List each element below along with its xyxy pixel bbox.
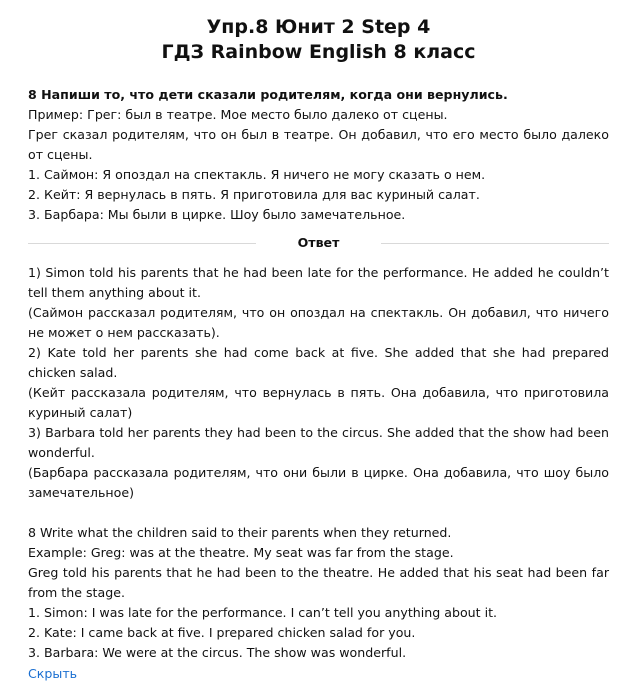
- hide-answer-link[interactable]: Скрыть: [28, 666, 78, 681]
- page-title-line-2: ГДЗ Rainbow English 8 класс: [161, 41, 476, 63]
- answer-paragraph-1: 1) Simon told his parents that he had been late for the performance. He added he couldn’t tell them anything about it.: [28, 265, 609, 300]
- answer-divider: [28, 233, 609, 253]
- divider-line-right: [381, 243, 609, 244]
- answer-paragraph-2: (Саймон рассказал родителям, что он опоздал на спектакль. Он добавил, что ничего не может о нем рассказать).: [28, 305, 609, 340]
- english-item-2: 2. Kate: I came back at five. I prepared chicken salad for you.: [28, 625, 416, 640]
- english-item-1: 1. Simon: I was late for the performance. I can’t tell you anything about it.: [28, 605, 498, 620]
- answer-paragraph-3: 2) Kate told her parents she had come back at five. She added that she had prepared chicken salad.: [28, 345, 609, 380]
- task-heading: 8 Напиши то, что дети сказали родителям, когда они вернулись.: [28, 87, 508, 102]
- answer-label: Ответ: [297, 235, 340, 250]
- english-example-report: Greg told his parents that he had been to the theatre. He added that his seat had been far from the stage.: [28, 565, 609, 600]
- task-item-2: 2. Кейт: Я вернулась в пять. Я приготовила для вас куриный салат.: [28, 187, 480, 202]
- answer-block: [28, 263, 609, 503]
- answer-paragraph-5: 3) Barbara told her parents they had been to the circus. She added that the show had been wonderful.: [28, 425, 609, 460]
- english-item-3: 3. Barbara: We were at the circus. The show was wonderful.: [28, 645, 407, 660]
- task-english: [28, 523, 609, 663]
- page-title-line-1: Упр.8 Юнит 2 Step 4: [206, 16, 431, 38]
- answer-paragraph-6: (Барбара рассказала родителям, что они были в цирке. Она добавила, что шоу было замечательное): [28, 465, 609, 500]
- english-example: Example: Greg: was at the theatre. My seat was far from the stage.: [28, 545, 454, 560]
- task-russian: [28, 85, 609, 225]
- answer-paragraph-4: (Кейт рассказала родителям, что вернулась в пять. Она добавила, что приготовила куриный салат): [28, 385, 609, 420]
- task-item-1: 1. Саймон: Я опоздал на спектакль. Я ничего не могу сказать о нем.: [28, 167, 486, 182]
- task-example: Пример: Грег: был в театре. Мое место было далеко от сцены.: [28, 107, 448, 122]
- task-item-3: 3. Барбара: Мы были в цирке. Шоу было замечательное.: [28, 207, 406, 222]
- task-example-report: Грег сказал родителям, что он был в театре. Он добавил, что его место было далеко от сцены.: [28, 127, 609, 162]
- english-heading: 8 Write what the children said to their parents when they returned.: [28, 525, 452, 540]
